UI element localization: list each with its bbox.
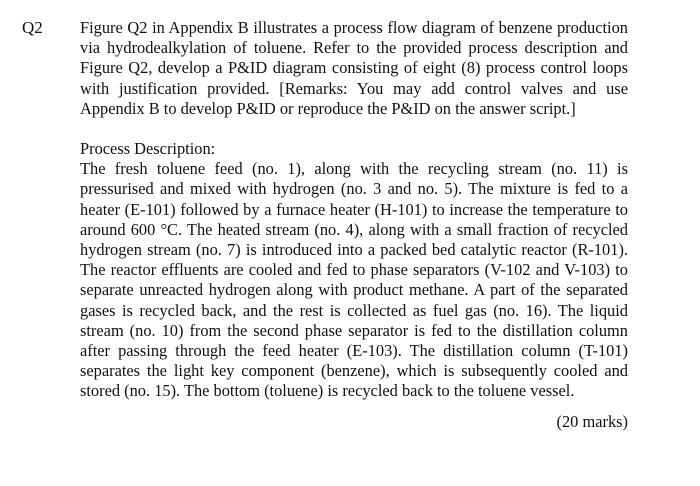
process-description-text: The fresh toluene feed (no. 1), along with the recycling stream (no. 11) is pressurised and mixed with hydrogen (no. 3 and no. 5). The mixture is fed to a heater (E-101) followed by a furnace heater (H-101) to increase the temperature to around 600 °C. The heated stream (no. 4), along with a small fraction of recycled hydrogen stream (no. 7) is introduced into a packed bed catalytic reactor (R-101). The reactor effluents are cooled and fed to phase separators (V-102 and V-103) to separate unreacted hydrogen along with product methane. A part of the separated gases is recycled back, and the rest is collected as fuel gas (no. 16). The liquid stream (no. 10) from the second phase separator is fed to the distillation column after passing through the feed heater (E-103). The distillation column (T-101) separates the light key component (benzene), which is subsequently cooled and stored (no. 15). The bottom (toluene) is recycled back to the toluene vessel. [80, 159, 628, 401]
process-description-heading: Process Description: [80, 139, 216, 159]
question-body [80, 18, 628, 432]
marks-label: (20 marks) [556, 411, 628, 431]
question-number: Q2 [22, 18, 43, 37]
question-prompt: Figure Q2 in Appendix B illustrates a process flow diagram of benzene production via hydrodealkylation of toluene. Refer to the provided process description and Figure Q2, develop a P&ID diagram consisting of eight (8) process control loops with justification provided. [Remarks: You may add control valves and use Appendix B to develop P&ID or reproduce the P&ID on the answer script.] [80, 18, 628, 118]
